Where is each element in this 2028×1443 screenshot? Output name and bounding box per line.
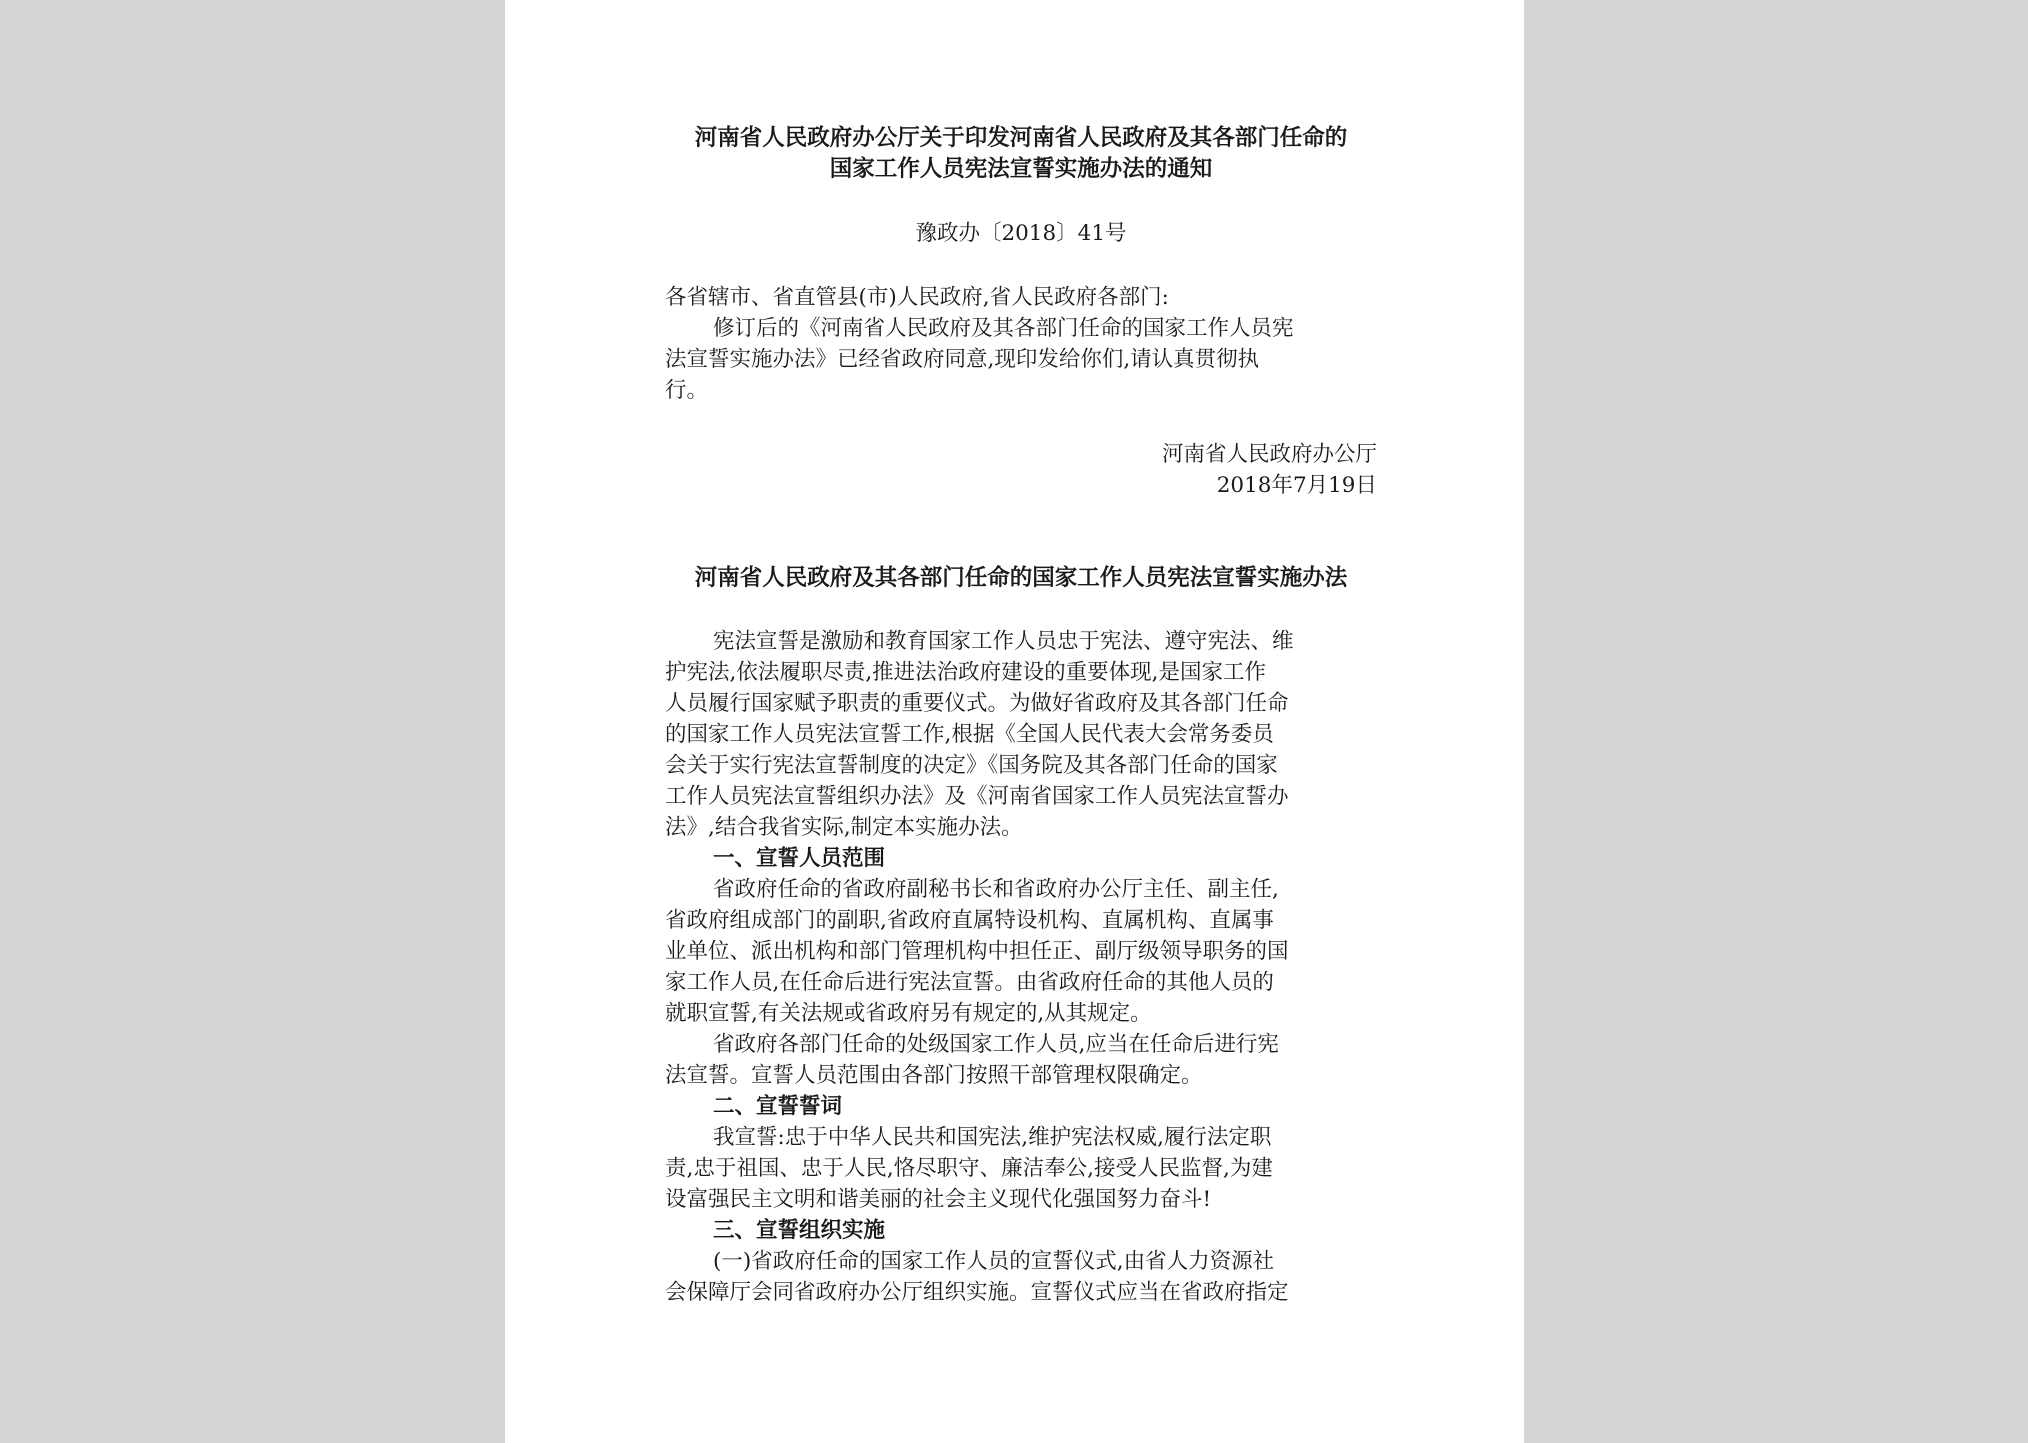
notice-body-line-1: 修订后的《河南省人民政府及其各部门任命的国家工作人员宪 xyxy=(713,316,1294,341)
salutation: 各省辖市、省直管县(市)人民政府,省人民政府各部门: xyxy=(665,285,1169,310)
paragraph-line: 省政府组成部门的副职,省政府直属特设机构、直属机构、直属事 xyxy=(665,908,1274,933)
paragraph-line: 会关于实行宪法宣誓制度的决定》《国务院及其各部门任命的国家 xyxy=(665,753,1278,778)
paragraph-line: 的国家工作人员宪法宣誓工作,根据《全国人民代表大会常务委员 xyxy=(665,722,1274,747)
paragraph-line: 工作人员宪法宣誓组织办法》及《河南省国家工作人员宪法宣誓办 xyxy=(665,784,1289,809)
paragraph-line: 法宣誓。宣誓人员范围由各部门按照干部管理权限确定。 xyxy=(665,1063,1203,1088)
notice-body-line-3: 行。 xyxy=(665,378,709,403)
paragraph-line: 法》,结合我省实际,制定本实施办法。 xyxy=(665,815,1023,840)
paragraph-line: 业单位、派出机构和部门管理机构中担任正、副厅级领导职务的国 xyxy=(665,939,1289,964)
section-heading-1: 一、宣誓人员范围 xyxy=(713,846,886,871)
paragraph-line: 宪法宣誓是激励和教育国家工作人员忠于宪法、遵守宪法、维 xyxy=(713,629,1294,654)
oath-text-line: 责,忠于祖国、忠于人民,恪尽职守、廉洁奉公,接受人民监督,为建 xyxy=(665,1156,1273,1181)
issue-date: 2018年7月19日 xyxy=(1216,473,1377,498)
notice-body-line-2: 法宣誓实施办法》已经省政府同意,现印发给你们,请认真贯彻执 xyxy=(665,347,1260,372)
paragraph-line: 就职宣誓,有关法规或省政府另有规定的,从其规定。 xyxy=(665,1001,1152,1026)
paragraph-line: 省政府任命的省政府副秘书长和省政府办公厅主任、副主任, xyxy=(713,877,1279,902)
paragraph-line: (一)省政府任命的国家工作人员的宣誓仪式,由省人力资源社 xyxy=(713,1249,1275,1274)
section-heading-2: 二、宣誓誓词 xyxy=(713,1094,843,1119)
oath-text-line: 我宣誓:忠于中华人民共和国宪法,维护宪法权威,履行法定职 xyxy=(713,1125,1272,1150)
paragraph-line: 人员履行国家赋予职责的重要仪式。为做好省政府及其各部门任命 xyxy=(665,691,1289,716)
measures-title: 河南省人民政府及其各部门任命的国家工作人员宪法宣誓实施办法 xyxy=(694,565,1348,591)
oath-text-line: 设富强民主文明和谐美丽的社会主义现代化强国努力奋斗! xyxy=(665,1187,1212,1212)
notice-title-line-2: 国家工作人员宪法宣誓实施办法的通知 xyxy=(829,156,1213,182)
notice-title-line-1: 河南省人民政府办公厅关于印发河南省人民政府及其各部门任命的 xyxy=(694,125,1348,151)
paragraph-line: 家工作人员,在任命后进行宪法宣誓。由省政府任命的其他人员的 xyxy=(665,970,1274,995)
paragraph-line: 护宪法,依法履职尽责,推进法治政府建设的重要体现,是国家工作 xyxy=(665,660,1267,685)
paragraph-line: 省政府各部门任命的处级国家工作人员,应当在任命后进行宪 xyxy=(713,1032,1279,1057)
paragraph-line: 会保障厅会同省政府办公厅组织实施。宣誓仪式应当在省政府指定 xyxy=(665,1280,1289,1305)
document-page xyxy=(505,0,1524,1443)
section-heading-3: 三、宣誓组织实施 xyxy=(713,1218,886,1243)
issuing-authority: 河南省人民政府办公厅 xyxy=(1161,442,1377,467)
document-number: 豫政办〔2018〕41号 xyxy=(915,221,1127,246)
